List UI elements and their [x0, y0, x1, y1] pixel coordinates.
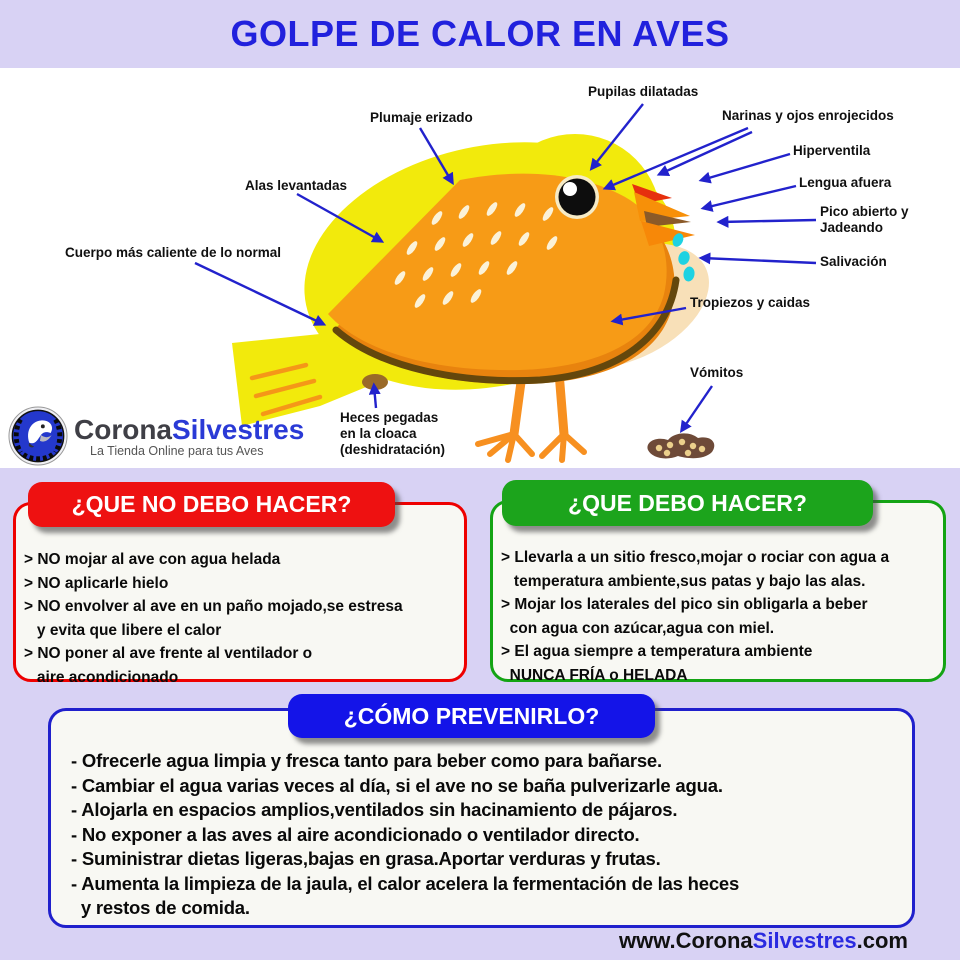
prevent-box-title: ¿CÓMO PREVENIRLO?: [288, 694, 655, 738]
symptom-label-plumaje: Plumaje erizado: [370, 110, 473, 125]
prevent-item: - Suministrar dietas ligeras,bajas en grasa.Aportar verduras y frutas.: [71, 848, 661, 869]
info-boxes-area: [0, 468, 960, 960]
symptom-label-hiperventila: Hiperventila: [793, 143, 871, 158]
prevent-item: - Alojarla en espacios amplios,ventilados sin hacinamiento de pájaros.: [71, 799, 678, 820]
prevent-item: - No exponer a las aves al aire acondicionado o ventilador directo.: [71, 823, 640, 845]
url-brand-blue: Silvestres: [752, 928, 857, 953]
logo: [8, 406, 304, 466]
symptom-label-pico: [820, 204, 909, 236]
pico-line1: Pico abierto y: [820, 204, 909, 219]
symptom-label-lengua: Lengua afuera: [799, 175, 892, 190]
bird-diagram: [0, 68, 960, 468]
logo-brand: [74, 416, 304, 444]
prevent-item: - Ofrecerle agua limpia y fresca tanto para beber como para bañarse.: [71, 750, 662, 771]
page-title: GOLPE DE CALOR EN AVES: [230, 13, 730, 54]
prevent-item: y restos de comida.: [71, 897, 250, 918]
dont-item: > NO envolver al ave en un paño mojado,se estresa: [24, 598, 403, 615]
symptom-label-cuerpo: Cuerpo más caliente de lo normal: [65, 245, 282, 260]
do-item: NUNCA FRÍA o HELADA: [501, 666, 688, 684]
symptom-label-salivacion: Salivación: [820, 254, 887, 269]
do-box-title: ¿QUE DEBO HACER?: [502, 480, 873, 526]
dont-item: > NO mojar al ave con agua helada: [24, 551, 281, 568]
symptom-label-tropiezos: Tropiezos y caidas: [690, 295, 811, 310]
logo-brand-dark: Corona: [74, 414, 172, 445]
dont-box-title: ¿QUE NO DEBO HACER?: [28, 482, 395, 527]
prevent-item: - Aumenta la limpieza de la jaula, el calor acelera la fermentación de las heces: [71, 872, 740, 894]
heces-line2: en la cloaca: [340, 426, 417, 441]
do-item: > Mojar los laterales del pico sin obligarla a beber: [501, 596, 868, 613]
dont-item: y evita que libere el calor: [24, 621, 222, 639]
droppings: [648, 433, 715, 458]
do-item: temperatura ambiente,sus patas y bajo las alas.: [501, 572, 866, 590]
url-brand-dark: Corona: [675, 928, 753, 953]
website-url: [619, 928, 908, 954]
url-suffix: .com: [856, 928, 908, 953]
prevent-item: - Cambiar el agua varias veces al día, si el ave no se baña pulverizarle agua.: [71, 774, 723, 796]
do-list: [493, 503, 943, 687]
dont-list: [16, 505, 464, 689]
title-banner: [0, 0, 960, 68]
symptom-label-alas: Alas levantadas: [245, 178, 348, 193]
do-item: > El agua siempre a temperatura ambiente: [501, 643, 813, 660]
prevent-box: [48, 708, 915, 928]
symptom-label-heces: [340, 410, 445, 458]
dont-item: > NO aplicarle hielo: [24, 574, 169, 592]
prevent-list: [51, 711, 912, 921]
do-item: > Llevarla a un sitio fresco,mojar o rociar con agua a: [501, 549, 890, 566]
do-box: [490, 500, 946, 682]
heces-line1: Heces pegadas: [340, 410, 439, 425]
logo-tagline: La Tienda Online para tus Aves: [90, 444, 264, 458]
pico-line2: Jadeando: [820, 220, 884, 235]
logo-brand-blue: Silvestres: [172, 414, 305, 445]
logo-emblem-icon: [8, 406, 68, 466]
dont-box: [13, 502, 467, 686]
symptom-label-pupilas: Pupilas dilatadas: [588, 84, 699, 99]
symptom-label-narinas: Narinas y ojos enrojecidos: [722, 108, 894, 123]
bird-eye: [555, 175, 599, 219]
dont-item: > NO poner al ave frente al ventilador o: [24, 645, 313, 662]
heces-line3: (deshidratación): [340, 442, 446, 457]
do-item: con agua con azúcar,agua con miel.: [501, 619, 775, 637]
symptom-label-vomitos: Vómitos: [690, 365, 744, 380]
logo-text: [74, 416, 304, 458]
dont-item: aire acondicionado: [24, 668, 179, 686]
url-prefix: www.: [619, 928, 676, 953]
